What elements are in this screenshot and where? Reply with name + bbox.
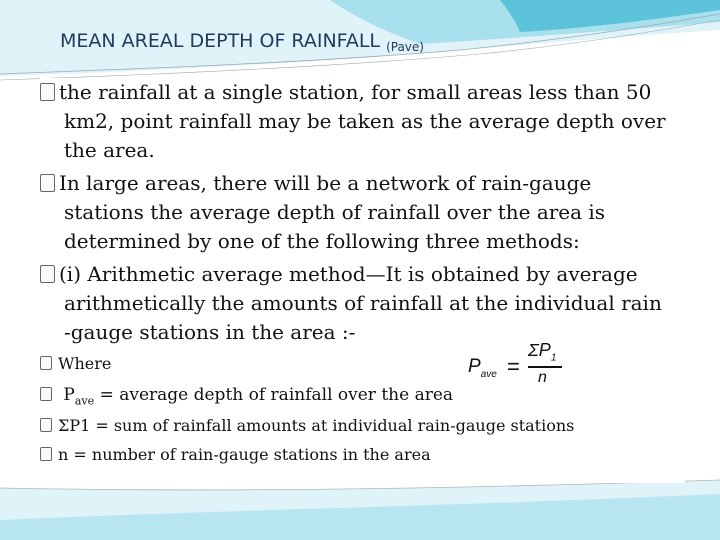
slide-title-text: MEAN AREAL DEPTH OF RAINFALL [60, 30, 381, 52]
bullet-3-line-3: -gauge stations in the area :- [64, 320, 356, 344]
arithmetic-average-formula [466, 340, 566, 392]
formula-lhs: $P_{ave}$ [468, 356, 497, 380]
slide-title [60, 30, 424, 54]
bullet-1-line-3: the area. [64, 138, 155, 162]
where-line [40, 354, 111, 374]
pave-symbol: P [63, 385, 75, 405]
bullet-marker-icon [40, 83, 55, 101]
bullet-1-line-1: the rainfall at a single station, for small areas less than 50 [59, 80, 652, 104]
definition-sum [40, 416, 574, 436]
slide-title-subscript: (Pave) [386, 40, 424, 54]
bullet-marker-icon [40, 418, 52, 432]
bullet-3-line-2: arithmetically the amounts of rainfall at the individual rain [64, 291, 662, 315]
bullet-point-1 [40, 78, 680, 165]
sum-definition-text: ΣP1 = sum of rainfall amounts at individual rain-gauge stations [58, 416, 575, 435]
bullet-point-3 [40, 260, 680, 347]
bullet-marker-icon [40, 447, 52, 461]
definition-pave [40, 385, 453, 411]
bullet-2-line-3: determined by one of the following three methods: [64, 229, 580, 253]
bullet-marker-icon [40, 356, 52, 370]
bullet-marker-icon [40, 265, 55, 283]
pave-symbol-subscript: ave [74, 394, 95, 408]
bullet-point-2 [40, 169, 680, 256]
n-definition-text: n = number of rain-gauge stations in the area [58, 445, 431, 464]
formula-equals: = [507, 354, 520, 379]
bullet-3-line-1: (i) Arithmetic average method—It is obtained by average [59, 262, 638, 286]
bullet-marker-icon [40, 387, 52, 401]
formula-denominator: n [538, 369, 547, 386]
bullet-marker-icon [40, 174, 55, 192]
formula-fraction-bar [528, 366, 562, 368]
where-label: Where [58, 354, 112, 373]
formula-numerator: $\Sigma P_1$ [528, 340, 557, 364]
bullet-2-line-1: In large areas, there will be a network of rain-gauge [59, 171, 592, 195]
pave-definition-text: = average depth of rainfall over the area [99, 385, 454, 405]
bullet-1-line-2: km2, point rainfall may be taken as the average depth over [64, 109, 666, 133]
bullet-2-line-2: stations the average depth of rainfall over the area is [64, 200, 606, 224]
definition-n [40, 445, 431, 465]
